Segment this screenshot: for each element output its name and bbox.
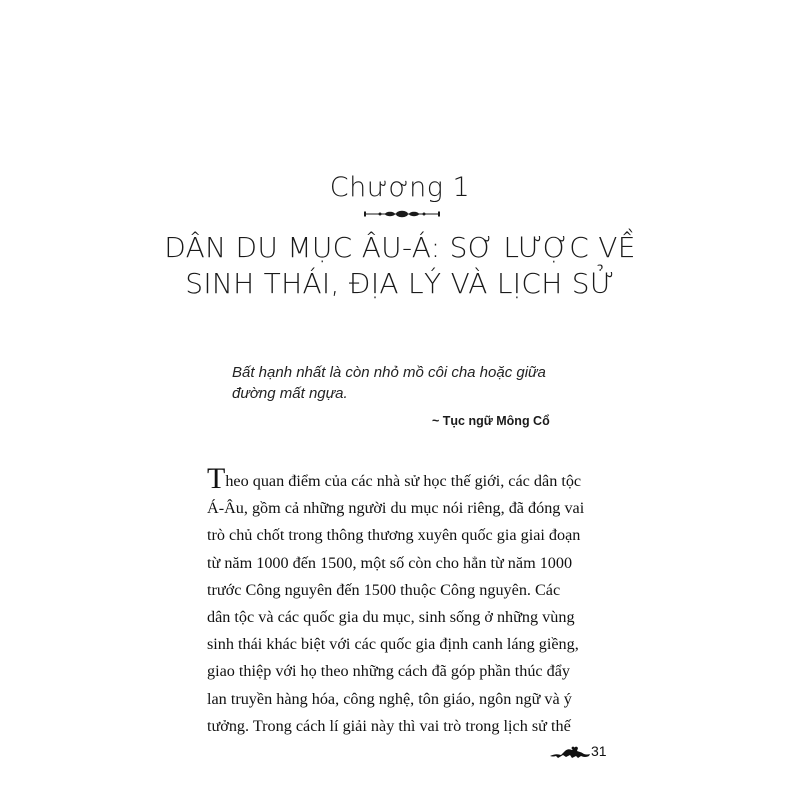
body-line-text: heo quan điểm của các nhà sử học thế giới, các dân tộc [225, 472, 582, 490]
epigraph-line: Bất hạnh nhất là còn nhỏ mồ côi cha hoặc giữa [232, 364, 546, 381]
body-line: trước Công nguyên đến 1500 thuộc Công nguyên. Các [207, 580, 561, 599]
chapter-label: Chương 1 [329, 172, 471, 203]
page-number: 31 [591, 743, 607, 759]
body-line: Á-Âu, gồm cả những người du mục nói riêng, đã đóng vai [207, 499, 585, 518]
body-line: trò chủ chốt trong thông thương xuyên quốc gia giai đoạn [207, 526, 581, 545]
body-line: dân tộc và các quốc gia du mục, sinh sống ở những vùng [207, 607, 575, 626]
drop-cap: T [207, 462, 226, 495]
body-line: giao thiệp với họ theo những cách đã góp phần thúc đẩy [207, 662, 571, 681]
body-line: tưởng. Trong cách lí giải này thì vai trò trong lịch sử thế [207, 716, 571, 735]
body-line: lan truyền hàng hóa, công nghệ, tôn giáo, ngôn ngữ và ý [207, 689, 572, 708]
body-paragraph [207, 462, 617, 740]
body-line [207, 462, 617, 495]
epigraph-line: đường mất ngựa. [232, 385, 348, 402]
chapter-title [120, 230, 680, 302]
body-line: từ năm 1000 đến 1500, một số còn cho hẳn từ năm 1000 [207, 553, 573, 572]
chapter-title-line: DÂN DU MỤC ÂU-Á: SƠ LƯỢC VỀ [164, 231, 636, 264]
epigraph-source: ~ Tục ngữ Mông Cổ [432, 414, 550, 428]
epigraph-quote [232, 362, 612, 404]
divider-ornament-icon [362, 208, 442, 220]
body-line: sinh thái khác biệt với các quốc gia định canh láng giềng, [207, 635, 579, 654]
horse-rider-icon [548, 744, 592, 760]
chapter-title-line: SINH THÁI, ĐỊA LÝ VÀ LỊCH SỬ [185, 267, 615, 300]
